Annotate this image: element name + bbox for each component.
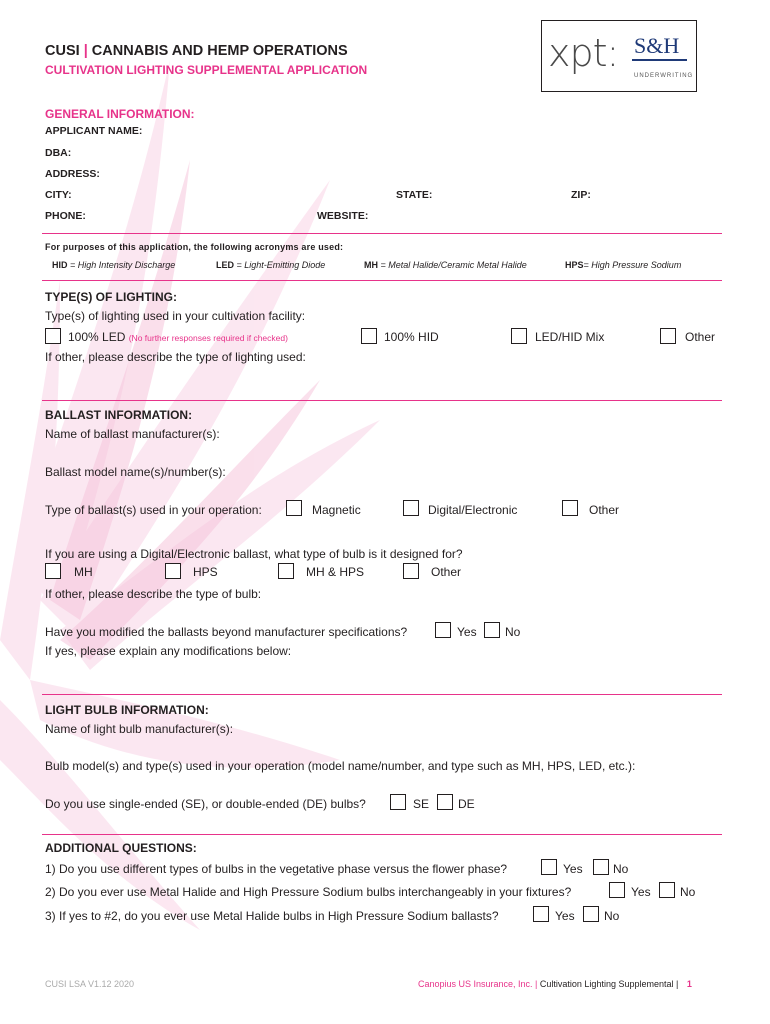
other-bulb-checkbox[interactable] — [403, 563, 419, 579]
state-label: STATE: — [396, 189, 433, 201]
acronym-hid: HID = High Intensity Discharge — [52, 260, 176, 270]
applicant-name-label: APPLICANT NAME: — [45, 125, 143, 137]
footer-doc: Cultivation Lighting Supplemental | — [537, 979, 679, 989]
modified-yes-checkbox[interactable] — [435, 622, 451, 638]
q1-no-label: No — [613, 862, 629, 876]
q3-no-label: No — [604, 909, 620, 923]
page-subtitle: CULTIVATION LIGHTING SUPPLEMENTAL APPLICATION — [45, 63, 368, 77]
footer-company: Canopius US Insurance, Inc. | — [418, 979, 538, 989]
additional-heading: ADDITIONAL QUESTIONS: — [45, 841, 197, 855]
zip-label: ZIP: — [571, 189, 591, 201]
title-brand: CUSI — [45, 43, 80, 59]
question-2: 2) Do you ever use Metal Halide and High Pressure Sodium bulbs interchangeably in your fixtures? — [45, 885, 572, 899]
title-text: CANNABIS AND HEMP OPERATIONS — [91, 43, 348, 59]
page-title — [45, 43, 348, 59]
address-label: ADDRESS: — [45, 168, 100, 180]
q3-no-checkbox[interactable] — [583, 906, 599, 922]
logo-left: xpt: — [548, 31, 619, 75]
ended-question: Do you use single-ended (SE), or double-ended (DE) bulbs? — [45, 797, 366, 811]
general-heading: GENERAL INFORMATION: — [45, 107, 195, 121]
ballast-model-label: Ballast model name(s)/number(s): — [45, 465, 226, 479]
acronym-led: LED = Light-Emitting Diode — [216, 260, 326, 270]
divider — [42, 280, 722, 281]
de-label: DE — [458, 797, 475, 811]
bulb-other-prompt: If other, please describe the type of bulb: — [45, 587, 262, 601]
modified-yes-label: Yes — [457, 625, 477, 639]
magnetic-option: Magnetic — [312, 503, 361, 517]
q2-yes-checkbox[interactable] — [609, 882, 625, 898]
led-checkbox[interactable] — [45, 328, 61, 344]
hps-checkbox[interactable] — [165, 563, 181, 579]
divider — [42, 233, 722, 234]
other-ballast-checkbox[interactable] — [562, 500, 578, 516]
q3-yes-label: Yes — [555, 909, 575, 923]
modified-no-checkbox[interactable] — [484, 622, 500, 638]
de-checkbox[interactable] — [437, 794, 453, 810]
lighting-heading: TYPE(S) OF LIGHTING: — [45, 290, 177, 304]
divider — [42, 694, 722, 695]
question-1: 1) Do you use different types of bulbs in the vegetative phase versus the flower phase? — [45, 862, 508, 876]
se-checkbox[interactable] — [390, 794, 406, 810]
question-3: 3) If yes to #2, do you ever use Metal Halide bulbs in High Pressure Sodium ballasts? — [45, 909, 499, 923]
title-separator: | — [83, 43, 88, 59]
footer-info — [418, 979, 692, 989]
hid-checkbox[interactable] — [361, 328, 377, 344]
footer-page-number: 1 — [686, 979, 692, 989]
acronyms-intro: For purposes of this application, the following acronyms are used: — [45, 242, 344, 252]
website-label: WEBSITE: — [317, 210, 369, 222]
xpt-logo — [541, 20, 697, 92]
q3-yes-checkbox[interactable] — [533, 906, 549, 922]
mix-option: LED/HID Mix — [535, 330, 605, 344]
other-ballast-option: Other — [589, 503, 620, 517]
divider — [42, 834, 722, 835]
hid-option: 100% HID — [384, 330, 439, 344]
mh-hps-option: MH & HPS — [306, 565, 365, 579]
logo-tagline: UNDERWRITING — [634, 73, 694, 79]
logo-right: S&H — [634, 33, 680, 58]
dba-label: DBA: — [45, 147, 72, 159]
ballast-type-question: Type of ballast(s) used in your operation: — [45, 503, 262, 517]
footer-version: CUSI LSA V1.12 2020 — [45, 979, 135, 989]
q2-yes-label: Yes — [631, 885, 651, 899]
digital-checkbox[interactable] — [403, 500, 419, 516]
se-label: SE — [413, 797, 430, 811]
modified-question: Have you modified the ballasts beyond manufacturer specifications? — [45, 625, 408, 639]
q1-no-checkbox[interactable] — [593, 859, 609, 875]
acronym-mh: MH = Metal Halide/Ceramic Metal Halide — [364, 260, 527, 270]
q1-yes-checkbox[interactable] — [541, 859, 557, 875]
modified-no-label: No — [505, 625, 521, 639]
divider — [42, 400, 722, 401]
mh-checkbox[interactable] — [45, 563, 61, 579]
city-label: CITY: — [45, 189, 72, 201]
other-lighting-option: Other — [685, 330, 716, 344]
phone-label: PHONE: — [45, 210, 86, 222]
mh-hps-checkbox[interactable] — [278, 563, 294, 579]
mix-checkbox[interactable] — [511, 328, 527, 344]
hps-option: HPS — [193, 565, 218, 579]
bulb-models-label: Bulb model(s) and type(s) used in your operation (model name/number, and type such as MH, HPS, LED, etc.): — [45, 759, 636, 773]
mh-option: MH — [74, 565, 93, 579]
lighting-question: Type(s) of lighting used in your cultivation facility: — [45, 309, 306, 323]
other-bulb-option: Other — [431, 565, 462, 579]
magnetic-checkbox[interactable] — [286, 500, 302, 516]
led-option: 100% LED (No further responses required if checked) — [68, 330, 288, 344]
bulb-heading: LIGHT BULB INFORMATION: — [45, 703, 209, 717]
acronym-hps: HPS= High Pressure Sodium — [565, 260, 682, 270]
ballast-heading: BALLAST INFORMATION: — [45, 408, 193, 422]
other-lighting-checkbox[interactable] — [660, 328, 676, 344]
led-note: (No further responses required if checked) — [128, 333, 288, 343]
q2-no-label: No — [680, 885, 696, 899]
bulb-manufacturer-label: Name of light bulb manufacturer(s): — [45, 722, 234, 736]
q1-yes-label: Yes — [563, 862, 583, 876]
modified-explain: If yes, please explain any modifications below: — [45, 644, 292, 658]
bulb-type-question: If you are using a Digital/Electronic ballast, what type of bulb is it designed for? — [45, 547, 463, 561]
logo-bar — [632, 59, 687, 61]
digital-option: Digital/Electronic — [428, 503, 518, 517]
q2-no-checkbox[interactable] — [659, 882, 675, 898]
ballast-manufacturer-label: Name of ballast manufacturer(s): — [45, 427, 220, 441]
lighting-other-prompt: If other, please describe the type of lighting used: — [45, 350, 306, 364]
